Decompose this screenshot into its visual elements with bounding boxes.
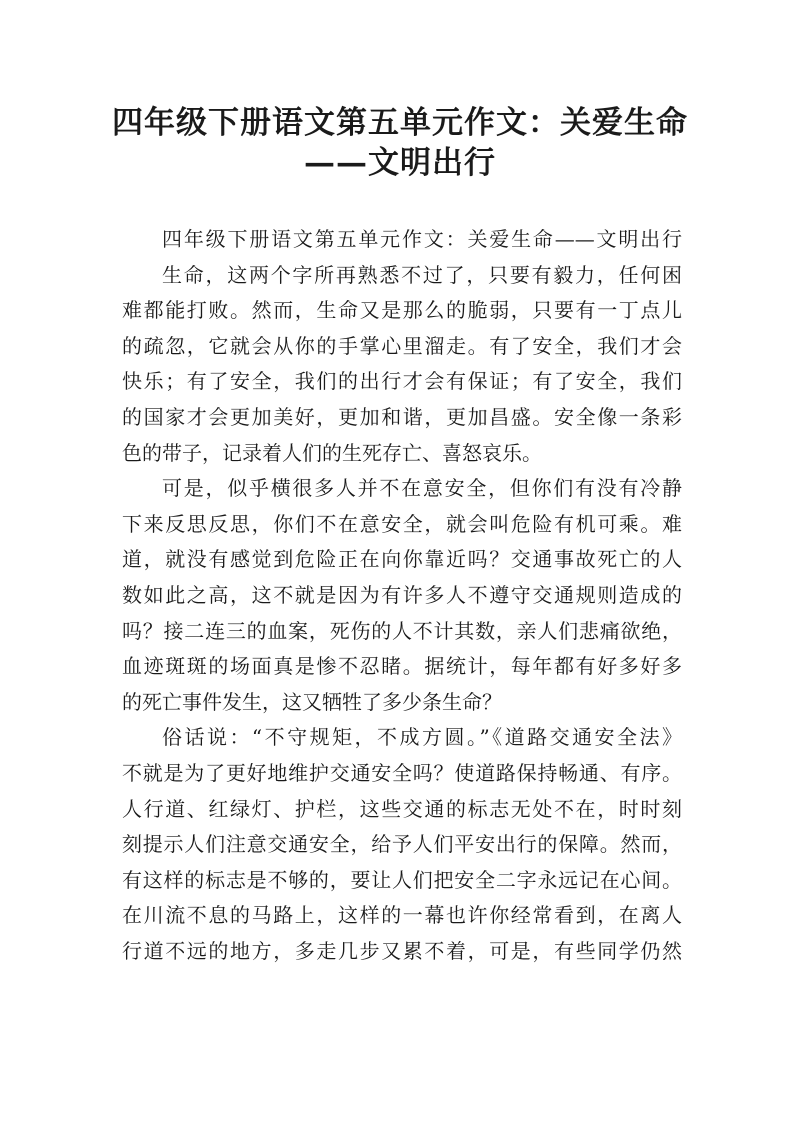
body-line: 血迹斑斑的场面真是惨不忍睹。据统计，每年都有好多好多 xyxy=(122,654,682,679)
body-line: 色的带子，记录着人们的生死存亡、喜怒哀乐。 xyxy=(122,440,542,465)
body-line: 有这样的标志是不够的，要让人们把安全二字永远记在心间。 xyxy=(122,867,682,892)
body-line: 行道不远的地方，多走几步又累不着，可是，有些同学仍然 xyxy=(122,938,682,963)
document-title-line1: 四年级下册语文第五单元作文：关爱生命 xyxy=(112,105,688,141)
document-title-line2: ——文明出行 xyxy=(304,145,496,181)
body-line: 刻提示人们注意交通安全，给予人们平安出行的保障。然而， xyxy=(122,832,682,857)
document-body xyxy=(122,222,682,969)
body-line: 的死亡事件发生，这又牺牲了多少条生命？ xyxy=(122,689,502,714)
body-line: 人行道、红绿灯、护栏，这些交通的标志无处不在，时时刻 xyxy=(122,796,682,821)
body-line: 四年级下册语文第五单元作文：关爱生命——文明出行 xyxy=(162,227,682,251)
body-line: 吗？接二连三的血案，死伤的人不计其数，亲人们悲痛欲绝， xyxy=(122,618,682,643)
body-line: 快乐；有了安全，我们的出行才会有保证；有了安全，我们 xyxy=(122,369,682,394)
body-line: 俗话说：“不守规矩，不成方圆。”《道路交通安全法》 xyxy=(162,725,682,750)
body-line: 的国家才会更加美好，更加和谐，更加昌盛。安全像一条彩 xyxy=(122,404,682,429)
body-line: 下来反思反思，你们不在意安全，就会叫危险有机可乘。难 xyxy=(122,511,682,536)
body-line: 可是，似乎横很多人并不在意安全，但你们有没有冷静 xyxy=(162,476,682,501)
body-line: 生命，这两个字所再熟悉不过了，只要有毅力，任何困 xyxy=(162,262,682,287)
body-line: 在川流不息的马路上，这样的一幕也许你经常看到，在离人 xyxy=(122,903,682,928)
body-line: 数如此之高，这不就是因为有许多人不遵守交通规则造成的 xyxy=(122,582,682,607)
body-line: 难都能打败。然而，生命又是那么的脆弱，只要有一丁点儿 xyxy=(122,298,682,323)
body-line: 道，就没有感觉到危险正在向你靠近吗？交通事故死亡的人 xyxy=(122,547,682,572)
body-line: 不就是为了更好地维护交通安全吗？使道路保持畅通、有序。 xyxy=(122,760,682,785)
body-line: 的疏忽，它就会从你的手掌心里溜走。有了安全，我们才会 xyxy=(122,333,682,358)
